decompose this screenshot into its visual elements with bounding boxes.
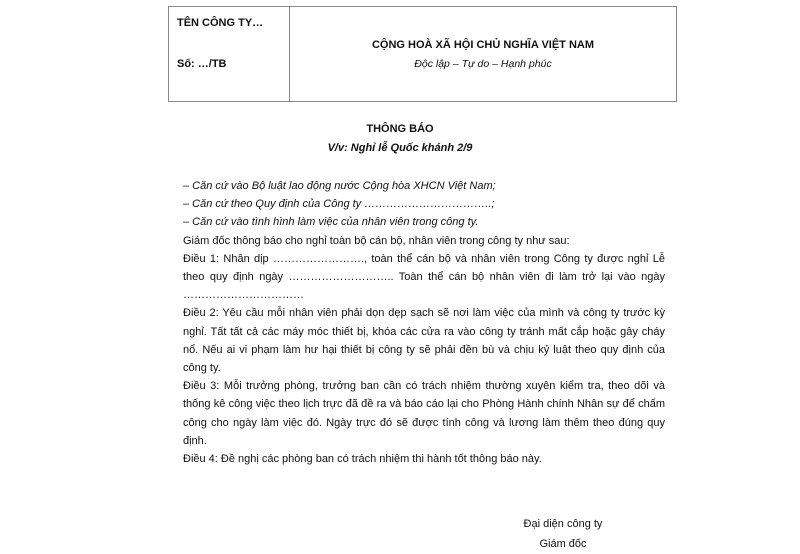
signature-title: Giám đốc [539,538,587,550]
article-2: Điều 2: Yêu cầu mỗi nhân viên phải dọn dẹp sạch sẽ nơi làm việc của mình và công ty trước kỳ nghỉ. Tất tất cả các máy móc thiết bị, khóa các cửa ra vào công ty tránh mất cắp hoặc gây cháy nổ. Nếu ai vi phạm làm hư hại thiết bị công ty sẽ phải đền bù và chịu kỷ luật theo quy định của công ty. [183,307,665,375]
national-motto: Độc lập – Tự do – Hạnh phúc [414,58,552,70]
notice-body [183,177,665,468]
header-divider [289,7,290,101]
basis-line: – Căn cứ vào tình hình làm việc của nhân viên trong công ty. [183,216,479,229]
document-number: Số: …/TB [177,58,227,70]
intro-paragraph: Giám đốc thông báo cho nghỉ toàn bộ cán bộ, nhân viên trong công ty như sau: [183,234,570,247]
signature-block [498,514,628,554]
national-title: CỘNG HOÀ XÃ HỘI CHỦ NGHĨA VIỆT NAM [371,39,595,51]
signature-representative: Đại diện công ty [523,518,603,530]
article-4: Điều 4: Đề nghị các phòng ban có trách nhiệm thi hành tốt thông báo này. [183,453,542,466]
notice-subject: V/v: Nghỉ lễ Quốc khánh 2/9 [327,142,473,154]
basis-line: – Căn cứ vào Bộ luật lao động nước Cộng hòa XHCN Việt Nam; [183,180,496,192]
header-table [168,6,677,102]
article-1: Điều 1: Nhân dịp ……………………., toàn thể cán bộ và nhân viên trong Công ty được nghỉ Lễ theo quy định ngày ……………………….. Toàn thể cán bộ nhân viên đi làm trở lại vào ngày …………………………… [183,252,665,302]
article-3: Điều 3: Mỗi trưởng phòng, trưởng ban cần có trách nhiệm thường xuyên kiểm tra, theo dõi và thống kê công việc theo lịch trực đã đề ra và báo cáo lại cho Phòng Hành chính Nhân sự để chấm công cho ngày làm việc đó. Ngày trực đó sẽ được tính công và lương làm thêm theo đúng quy định. [183,380,665,447]
company-name: TÊN CÔNG TY… [177,17,264,29]
basis-line: – Căn cứ theo Quy định của Công ty ……………………………..; [183,198,495,211]
notice-title: THÔNG BÁO [366,123,434,135]
